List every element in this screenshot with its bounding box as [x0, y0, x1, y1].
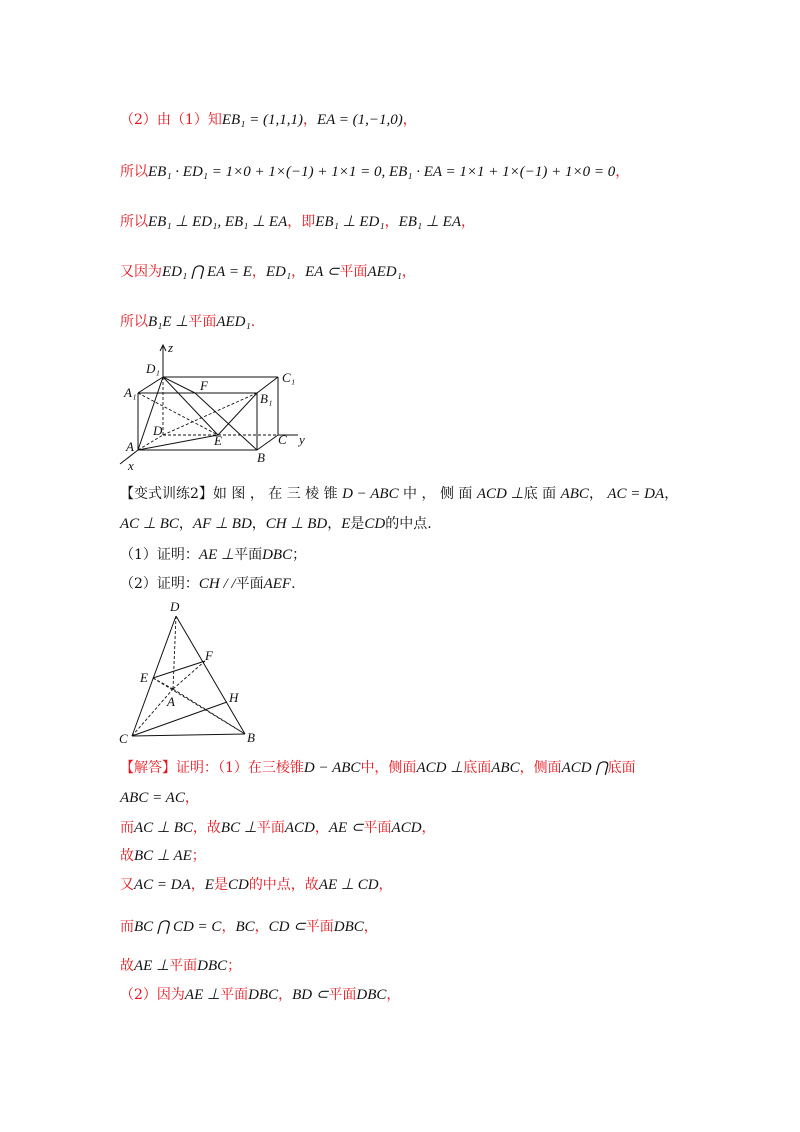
- text: 所以: [120, 164, 148, 180]
- text: .: [291, 576, 296, 592]
- math: ACD ⋂: [561, 760, 608, 776]
- math: B₁E ⊥: [148, 314, 189, 330]
- label-d1: D₁: [146, 361, 160, 376]
- text: ，: [378, 877, 393, 893]
- math: AF ⊥ BD: [192, 516, 252, 532]
- math: BC ⊥ AE: [134, 848, 192, 864]
- math: ACD: [391, 820, 422, 836]
- text: ，: [302, 112, 317, 128]
- text: 故: [120, 958, 134, 974]
- text: 平面: [328, 987, 357, 1003]
- math: D − ABC: [342, 486, 399, 502]
- solution-line-4: [120, 262, 416, 282]
- answer-line-1: [120, 758, 636, 778]
- label-d: D: [153, 423, 163, 438]
- math: DBC: [197, 958, 228, 974]
- text: 的中点，故: [248, 877, 319, 893]
- text: 平面: [234, 547, 263, 563]
- math: AE ⊂: [328, 820, 364, 836]
- math: ABC: [491, 760, 520, 776]
- text: ，: [190, 877, 205, 893]
- label-x: x: [128, 458, 134, 473]
- math: EB₁ ⊥ ED₁: [315, 214, 385, 230]
- text: ，: [615, 164, 630, 180]
- text: ，: [384, 214, 399, 230]
- math: BC ⋂ CD = C: [134, 919, 222, 935]
- math: ABC = AC: [120, 790, 185, 806]
- math: BC: [235, 919, 255, 935]
- math: AE ⊥: [198, 547, 235, 563]
- text: 底 面: [523, 486, 557, 502]
- text: 而: [120, 919, 134, 935]
- math: E: [204, 877, 214, 893]
- pyramid-figure: [115, 596, 275, 746]
- text: ，: [184, 790, 199, 806]
- text: （2）证明：: [120, 576, 199, 592]
- math: AC = DA: [607, 486, 665, 502]
- question-2: [120, 574, 296, 594]
- text: 平面: [256, 820, 285, 836]
- text: 又因为: [120, 264, 162, 280]
- label-h: H: [229, 690, 239, 705]
- math: AEF: [263, 576, 292, 592]
- text: 故: [120, 848, 134, 864]
- label-c: C: [278, 432, 287, 447]
- text: ，: [327, 516, 342, 532]
- solution-line-1: [120, 110, 417, 130]
- math: AC ⊥ BC: [134, 820, 193, 836]
- text: 平面: [339, 264, 368, 280]
- math: EB₁ ⊥ ED₁, EB₁ ⊥ EA: [148, 214, 288, 230]
- text: ，故: [192, 820, 221, 836]
- label-y: y: [299, 432, 305, 447]
- text: ；: [227, 958, 242, 974]
- text: 平面: [363, 820, 392, 836]
- answer-line-8: [120, 985, 400, 1005]
- text: ，: [664, 486, 679, 502]
- math: ED₁: [265, 264, 292, 280]
- text: ，: [461, 214, 476, 230]
- answer-line-5: [120, 875, 393, 895]
- text: （1）证明：: [120, 547, 199, 563]
- solution-line-2: [120, 162, 629, 182]
- math: CD: [364, 516, 386, 532]
- answer-line-7: [120, 956, 241, 976]
- text: 平面: [169, 958, 198, 974]
- text: 而: [120, 820, 134, 836]
- text: ；: [191, 848, 206, 864]
- label-e: E: [214, 433, 222, 448]
- exercise-tag: 【变式训练2】: [120, 486, 213, 502]
- text: ，: [588, 486, 603, 502]
- text: 平面: [220, 987, 249, 1003]
- answer-line-2: [120, 788, 199, 808]
- cuboid-figure: [110, 340, 320, 475]
- math: AED₁: [367, 264, 402, 280]
- text: 又: [120, 877, 134, 893]
- math: DBC: [356, 987, 387, 1003]
- math: ABC: [560, 486, 589, 502]
- text: ，即: [287, 214, 316, 230]
- label-c: C: [119, 731, 128, 746]
- label-e: E: [140, 670, 148, 685]
- dot-products: EB₁ · ED₁ = 1×0 + 1×(−1) + 1×1 = 0, EB₁ · EA = 1×1 + 1×(−1) + 1×0 = 0: [148, 164, 616, 180]
- math: ACD: [284, 820, 315, 836]
- text: ，: [291, 264, 306, 280]
- label-b1: B₁: [260, 391, 273, 406]
- text: 中 ， 侧 面: [403, 486, 473, 502]
- label-a: A: [167, 694, 175, 709]
- question-1: [120, 545, 306, 565]
- math: EB₁ ⊥ EA: [398, 214, 462, 230]
- text: ，: [254, 919, 269, 935]
- text: ，: [251, 264, 266, 280]
- label-a: A: [126, 439, 134, 454]
- text: ，: [363, 919, 378, 935]
- solution-line-5: [120, 312, 255, 332]
- text: ，: [278, 987, 293, 1003]
- text: ，: [314, 820, 329, 836]
- math: AC ⊥ BC: [120, 516, 179, 532]
- math: ACD ⊥: [476, 486, 524, 502]
- solution-line-3: [120, 212, 475, 232]
- text: 所以: [120, 214, 148, 230]
- text: .: [250, 314, 256, 330]
- label-a1: A₁: [124, 385, 137, 400]
- text: 底面: [463, 760, 492, 776]
- text: ，: [421, 820, 436, 836]
- text: ，: [178, 516, 193, 532]
- math: AE ⊥ CD: [318, 877, 379, 893]
- label-d: D: [170, 599, 180, 614]
- text: 的中点.: [385, 516, 432, 532]
- math: EA ⊂: [305, 264, 340, 280]
- math: AC = DA: [134, 877, 191, 893]
- math: AED₁: [216, 314, 251, 330]
- text: 所以: [120, 314, 148, 330]
- math: DBC: [262, 547, 293, 563]
- math: DBC: [248, 987, 279, 1003]
- answer-tag: 【解答】: [120, 760, 176, 776]
- text: （2）由（1）知: [120, 112, 222, 128]
- vector-ea: EA = (1,−1,0): [316, 112, 403, 128]
- text: ，: [386, 987, 401, 1003]
- text: ；: [292, 547, 307, 563]
- label-z: z: [168, 340, 174, 355]
- text: 证明：（1）在三棱锥: [176, 760, 304, 776]
- math: AE ⊥: [184, 987, 221, 1003]
- text: 是: [350, 516, 365, 532]
- math: E: [341, 516, 351, 532]
- exercise-line-1: [120, 484, 678, 504]
- text: ，侧面: [519, 760, 562, 776]
- math: CH ⊥ BD: [265, 516, 328, 532]
- math: BD ⊂: [292, 987, 329, 1003]
- label-c1: C₁: [282, 370, 296, 385]
- math: ED₁ ⋂ EA = E: [162, 264, 252, 280]
- math: CD ⊂: [268, 919, 306, 935]
- math: DBC: [333, 919, 364, 935]
- vector-eb1: EB₁ = (1,1,1): [221, 112, 303, 128]
- exercise-line-2: [120, 514, 432, 534]
- math: BC ⊥: [220, 820, 257, 836]
- text: 平面: [235, 576, 264, 592]
- text: ，: [402, 112, 417, 128]
- math: ACD ⊥: [416, 760, 464, 776]
- text: ，: [221, 919, 236, 935]
- label-b: B: [247, 730, 255, 745]
- text: 平面: [188, 314, 217, 330]
- label-b: B: [257, 450, 265, 465]
- answer-line-3: [120, 818, 436, 838]
- label-f: F: [205, 648, 213, 663]
- answer-line-6: [120, 917, 378, 937]
- text: 平面: [305, 919, 334, 935]
- text: ，: [401, 264, 416, 280]
- answer-line-4: [120, 846, 206, 866]
- text: 如 图 ， 在 三 棱 锥: [212, 486, 338, 502]
- text: 中，侧面: [360, 760, 417, 776]
- label-f: F: [200, 378, 208, 393]
- text: 底面: [607, 760, 636, 776]
- math: AE ⊥: [134, 958, 170, 974]
- text: （2）因为: [120, 987, 185, 1003]
- math: CD: [227, 877, 249, 893]
- text: 是: [213, 877, 228, 893]
- math: CH / /: [198, 576, 236, 592]
- text: ，: [251, 516, 266, 532]
- math: D − ABC: [303, 760, 361, 776]
